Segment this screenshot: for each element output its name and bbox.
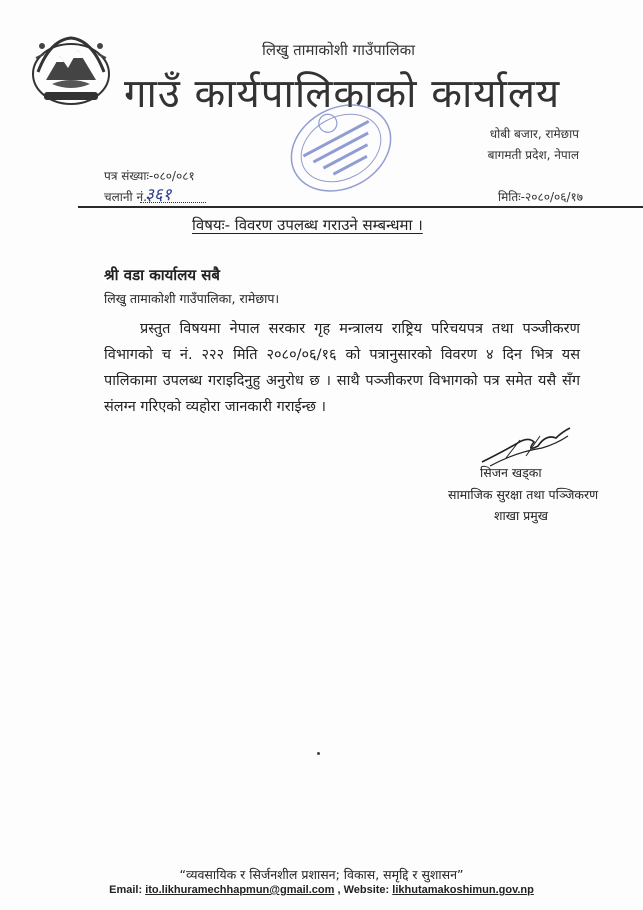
- dispatch-number-value: ३६१: [145, 185, 172, 205]
- signatory-role: शाखा प्रमुख: [494, 508, 548, 523]
- letter-subject: विषयः- विवरण उपलब्ध गराउने सम्बन्धमा ।: [192, 216, 423, 234]
- email-link[interactable]: ito.likhuramechhapmun@gmail.com: [145, 884, 335, 896]
- signatory-name: सिजन खड्का: [480, 465, 542, 480]
- stray-dot: [317, 752, 320, 755]
- office-title: गाउँ कार्यपालिकाको कार्यालय: [124, 71, 561, 117]
- signatory-title: सामाजिक सुरक्षा तथा पञ्जिकरण: [448, 487, 599, 502]
- office-stamp-icon: [282, 96, 400, 200]
- letter-body: प्रस्तुत विषयमा नेपाल सरकार गृह मन्त्रालय राष्ट्रिय परिचयपत्र तथा पञ्जीकरण विभागको च नं. २२२ मिति २०८०/०६/१६ को पत्रानुसारको विवरण ४ दिन भित्र यस पालिकामा उपलब्ध गराइदिनुहु अनुरोध छ । साथै पञ्जीकरण विभागको पत्र समेत यसै सँग संलग्न गरिएको व्यहोरा जानकारी गराईन्छ ।: [104, 321, 580, 415]
- website-link[interactable]: likhutamakoshimun.gov.np: [392, 884, 534, 896]
- contact-separator: ,: [337, 884, 341, 896]
- dispatch-number-label: चलानी नं.: [104, 190, 147, 204]
- letter-number: पत्र संख्याः-०८०/०८१: [104, 169, 195, 183]
- footer-motto: “व्यवसायिक र सिर्जनशील प्रशासन; विकास, समृद्दि र सुशासन”: [179, 867, 464, 882]
- municipality-name: लिखु तामाकोशी गाउँपालिका: [262, 41, 416, 59]
- header-divider: [78, 206, 643, 208]
- recipient-name: श्री वडा कार्यालय सबै: [104, 266, 220, 284]
- address-line-2: बागमती प्रदेश, नेपाल: [487, 148, 579, 162]
- footer-contact: [0, 884, 643, 896]
- letter-date: मितिः-२०८०/०६/१७: [498, 190, 583, 204]
- website-label: Website:: [343, 884, 390, 896]
- nepal-emblem-icon: [30, 32, 112, 108]
- address-line-1: धोबी बजार, रामेछाप: [489, 127, 579, 141]
- handwritten-signature-icon: [476, 422, 576, 470]
- dispatch-number-underline: [140, 202, 206, 203]
- office-address: [488, 124, 579, 166]
- recipient-address: लिखु तामाकोशी गाउँपालिका, रामेछाप।: [104, 291, 280, 306]
- email-label: Email:: [109, 884, 143, 896]
